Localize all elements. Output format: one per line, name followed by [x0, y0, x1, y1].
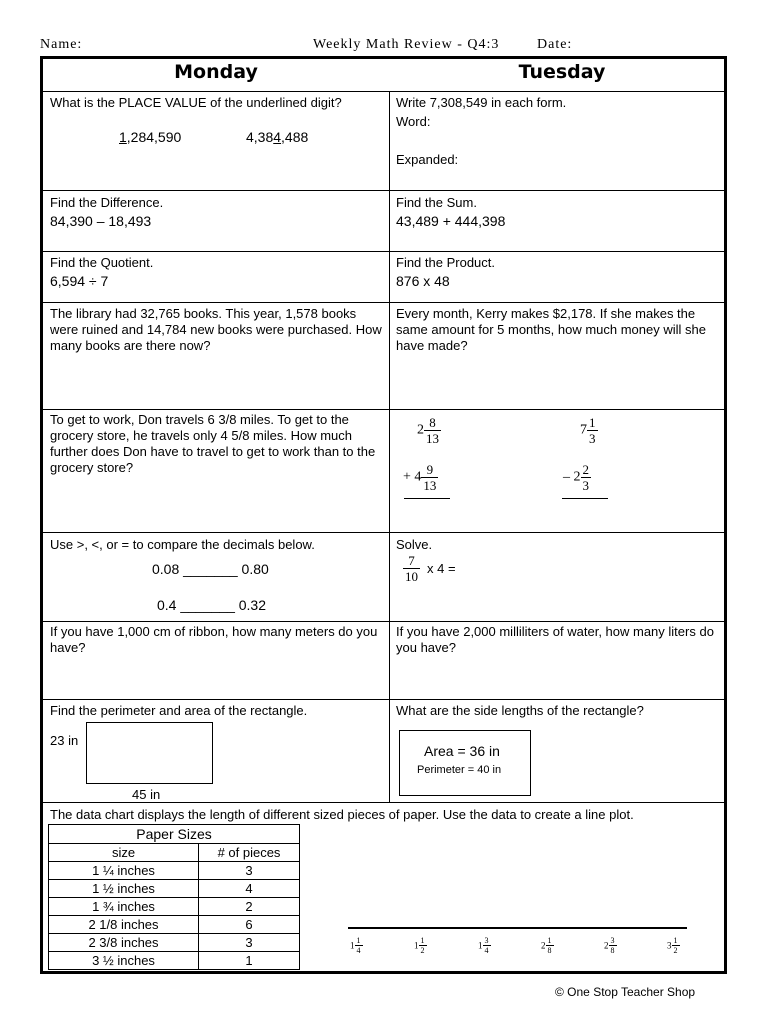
number-pre: 4,38: [246, 129, 274, 145]
tue-q2-prompt: Find the Sum.: [396, 195, 477, 210]
size-cell: 2 3/8 inches: [49, 934, 199, 952]
pieces-cell: 2: [199, 898, 300, 916]
number-post: ,488: [281, 129, 309, 145]
table-row: [49, 934, 300, 952]
tuesday-heading: Tuesday: [518, 61, 606, 83]
table-row: [49, 862, 300, 880]
whole-number: 4: [414, 469, 422, 485]
mon-q1-number-2: [246, 129, 308, 145]
tue-q6-prompt: Solve.: [396, 537, 433, 552]
date-label: Date:: [537, 37, 573, 52]
plus-sign: +: [403, 469, 411, 485]
row-divider: [43, 409, 724, 410]
mon-q8-prompt: Find the perimeter and area of the rectangle.: [50, 703, 308, 718]
row-divider: [43, 91, 724, 92]
tue-q3-prompt: Find the Product.: [396, 255, 495, 270]
size-cell: 1 ½ inches: [49, 880, 199, 898]
tue-q1-word: Word:: [396, 114, 431, 129]
mon-q3-prompt: Find the Quotient.: [50, 255, 154, 270]
worksheet-title: Weekly Math Review - Q4:3: [313, 37, 500, 52]
tue-q1-prompt: Write 7,308,549 in each form.: [396, 95, 567, 110]
row-divider: [43, 302, 724, 303]
mon-q3-expression: 6,594 ÷ 7: [50, 273, 109, 289]
column-divider: [389, 91, 390, 802]
mon-q6-prompt: Use >, <, or = to compare the decimals below.: [50, 537, 315, 552]
line-plot-axis: [348, 927, 687, 929]
line-plot-prompt: The data chart displays the length of different sized pieces of paper. Use the data to create a line plot.: [50, 807, 634, 822]
tue-q4-prompt: Every month, Kerry makes $2,178. If she makes the same amount for 5 months, how much money will she have made?: [396, 306, 706, 353]
row-divider: [43, 699, 724, 700]
fraction: $\frac{1}{3}$: [589, 415, 596, 446]
tue-q6-expression: $\frac{7}{10}$ x 4 =: [405, 553, 456, 584]
tue-q7-prompt: If you have 2,000 milliliters of water, how many liters do you have?: [396, 624, 714, 655]
minuend: [580, 415, 598, 446]
mon-q6-compare-1: 0.08 _______ 0.80: [152, 561, 269, 577]
size-cell: 1 ¾ inches: [49, 898, 199, 916]
area-label: Area = 36 in: [424, 743, 500, 759]
paper-sizes-table: [48, 824, 300, 970]
rectangle-side-label: 23 in: [50, 733, 79, 748]
mon-q1-number-1: [119, 129, 181, 145]
size-cell: 2 1/8 inches: [49, 916, 199, 934]
addend-top: [417, 415, 441, 446]
row-divider: [43, 621, 724, 622]
pieces-cell: 3: [199, 934, 300, 952]
rectangle-shape: [86, 722, 213, 784]
underlined-digit: 1: [119, 129, 127, 145]
pieces-cell: 3: [199, 862, 300, 880]
pieces-cell: 1: [199, 952, 300, 970]
line-plot-tick-label: 2 $\frac{1}{8}$: [541, 936, 552, 955]
subtrahend: [563, 462, 591, 493]
tue-q1-expanded: Expanded:: [396, 152, 459, 167]
table-row: [49, 880, 300, 898]
mon-q7-prompt: If you have 1,000 cm of ribbon, how many meters do you have?: [50, 624, 378, 655]
fraction: $\frac{7}{10}$: [405, 553, 418, 584]
name-label: Name:: [40, 37, 83, 52]
rectangle-bottom-label: 45 in: [132, 787, 161, 802]
pieces-cell: 4: [199, 880, 300, 898]
number-rest: ,284,590: [126, 129, 182, 145]
mon-q2-expression: 84,390 – 18,493: [50, 213, 152, 229]
tue-q2-expression: 43,489 + 444,398: [396, 213, 506, 229]
worksheet-grid: [40, 56, 727, 974]
underlined-digit: 4: [273, 129, 282, 145]
line-plot-tick-label: 1 $\frac{1}{4}$: [350, 936, 361, 955]
line-plot-tick-label: 3 $\frac{1}{2}$: [667, 936, 678, 955]
fraction: $\frac{2}{3}$: [582, 462, 589, 493]
perimeter-label: Perimeter = 40 in: [417, 764, 502, 776]
table-row: [49, 952, 300, 970]
row-divider: [43, 190, 724, 191]
table-body: [49, 862, 300, 970]
column-header: # of pieces: [199, 844, 300, 862]
minus-sign: –: [563, 469, 570, 485]
addend-bottom: [403, 462, 438, 493]
table-row: [49, 898, 300, 916]
mon-q6-compare-2: 0.4 _______ 0.32: [157, 597, 266, 613]
monday-heading: Monday: [174, 61, 258, 83]
whole-number: 2: [417, 422, 424, 438]
rectangle-info-box: [399, 730, 531, 796]
mon-q1-prompt: What is the PLACE VALUE of the underlined digit?: [50, 95, 342, 110]
tue-q3-expression: 876 x 48: [396, 273, 450, 289]
whole-number: 7: [580, 422, 587, 438]
row-divider: [43, 532, 724, 533]
table-title: Paper Sizes: [49, 825, 300, 844]
size-cell: 1 ¼ inches: [49, 862, 199, 880]
column-header: size: [49, 844, 199, 862]
fraction: $\frac{8}{13}$: [426, 415, 439, 446]
copyright: © One Stop Teacher Shop: [555, 985, 696, 999]
mon-q5-prompt: To get to work, Don travels 6 3/8 miles. To get to the grocery store, he travels only 4 5/8 miles. How much further does Don have to travel to get to work than to the grocery store?: [50, 412, 376, 475]
table-row: [49, 916, 300, 934]
whole-number: 2: [573, 469, 581, 485]
answer-line: [404, 498, 450, 499]
mon-q2-prompt: Find the Difference.: [50, 195, 164, 210]
size-cell: 3 ½ inches: [49, 952, 199, 970]
answer-line: [562, 498, 608, 499]
fraction: $\frac{9}{13}$: [423, 462, 437, 493]
line-plot-tick-label: 1 $\frac{1}{2}$: [414, 936, 425, 955]
row-divider: [43, 251, 724, 252]
line-plot-tick-label: 1 $\frac{3}{4}$: [478, 936, 489, 955]
mon-q4-prompt: The library had 32,765 books. This year, 1,578 books were ruined and 14,784 new books were purchased. How many books are there now?: [50, 306, 382, 353]
tue-q8-prompt: What are the side lengths of the rectangle?: [396, 703, 644, 718]
pieces-cell: 6: [199, 916, 300, 934]
line-plot-tick-label: 2 $\frac{3}{8}$: [604, 936, 615, 955]
